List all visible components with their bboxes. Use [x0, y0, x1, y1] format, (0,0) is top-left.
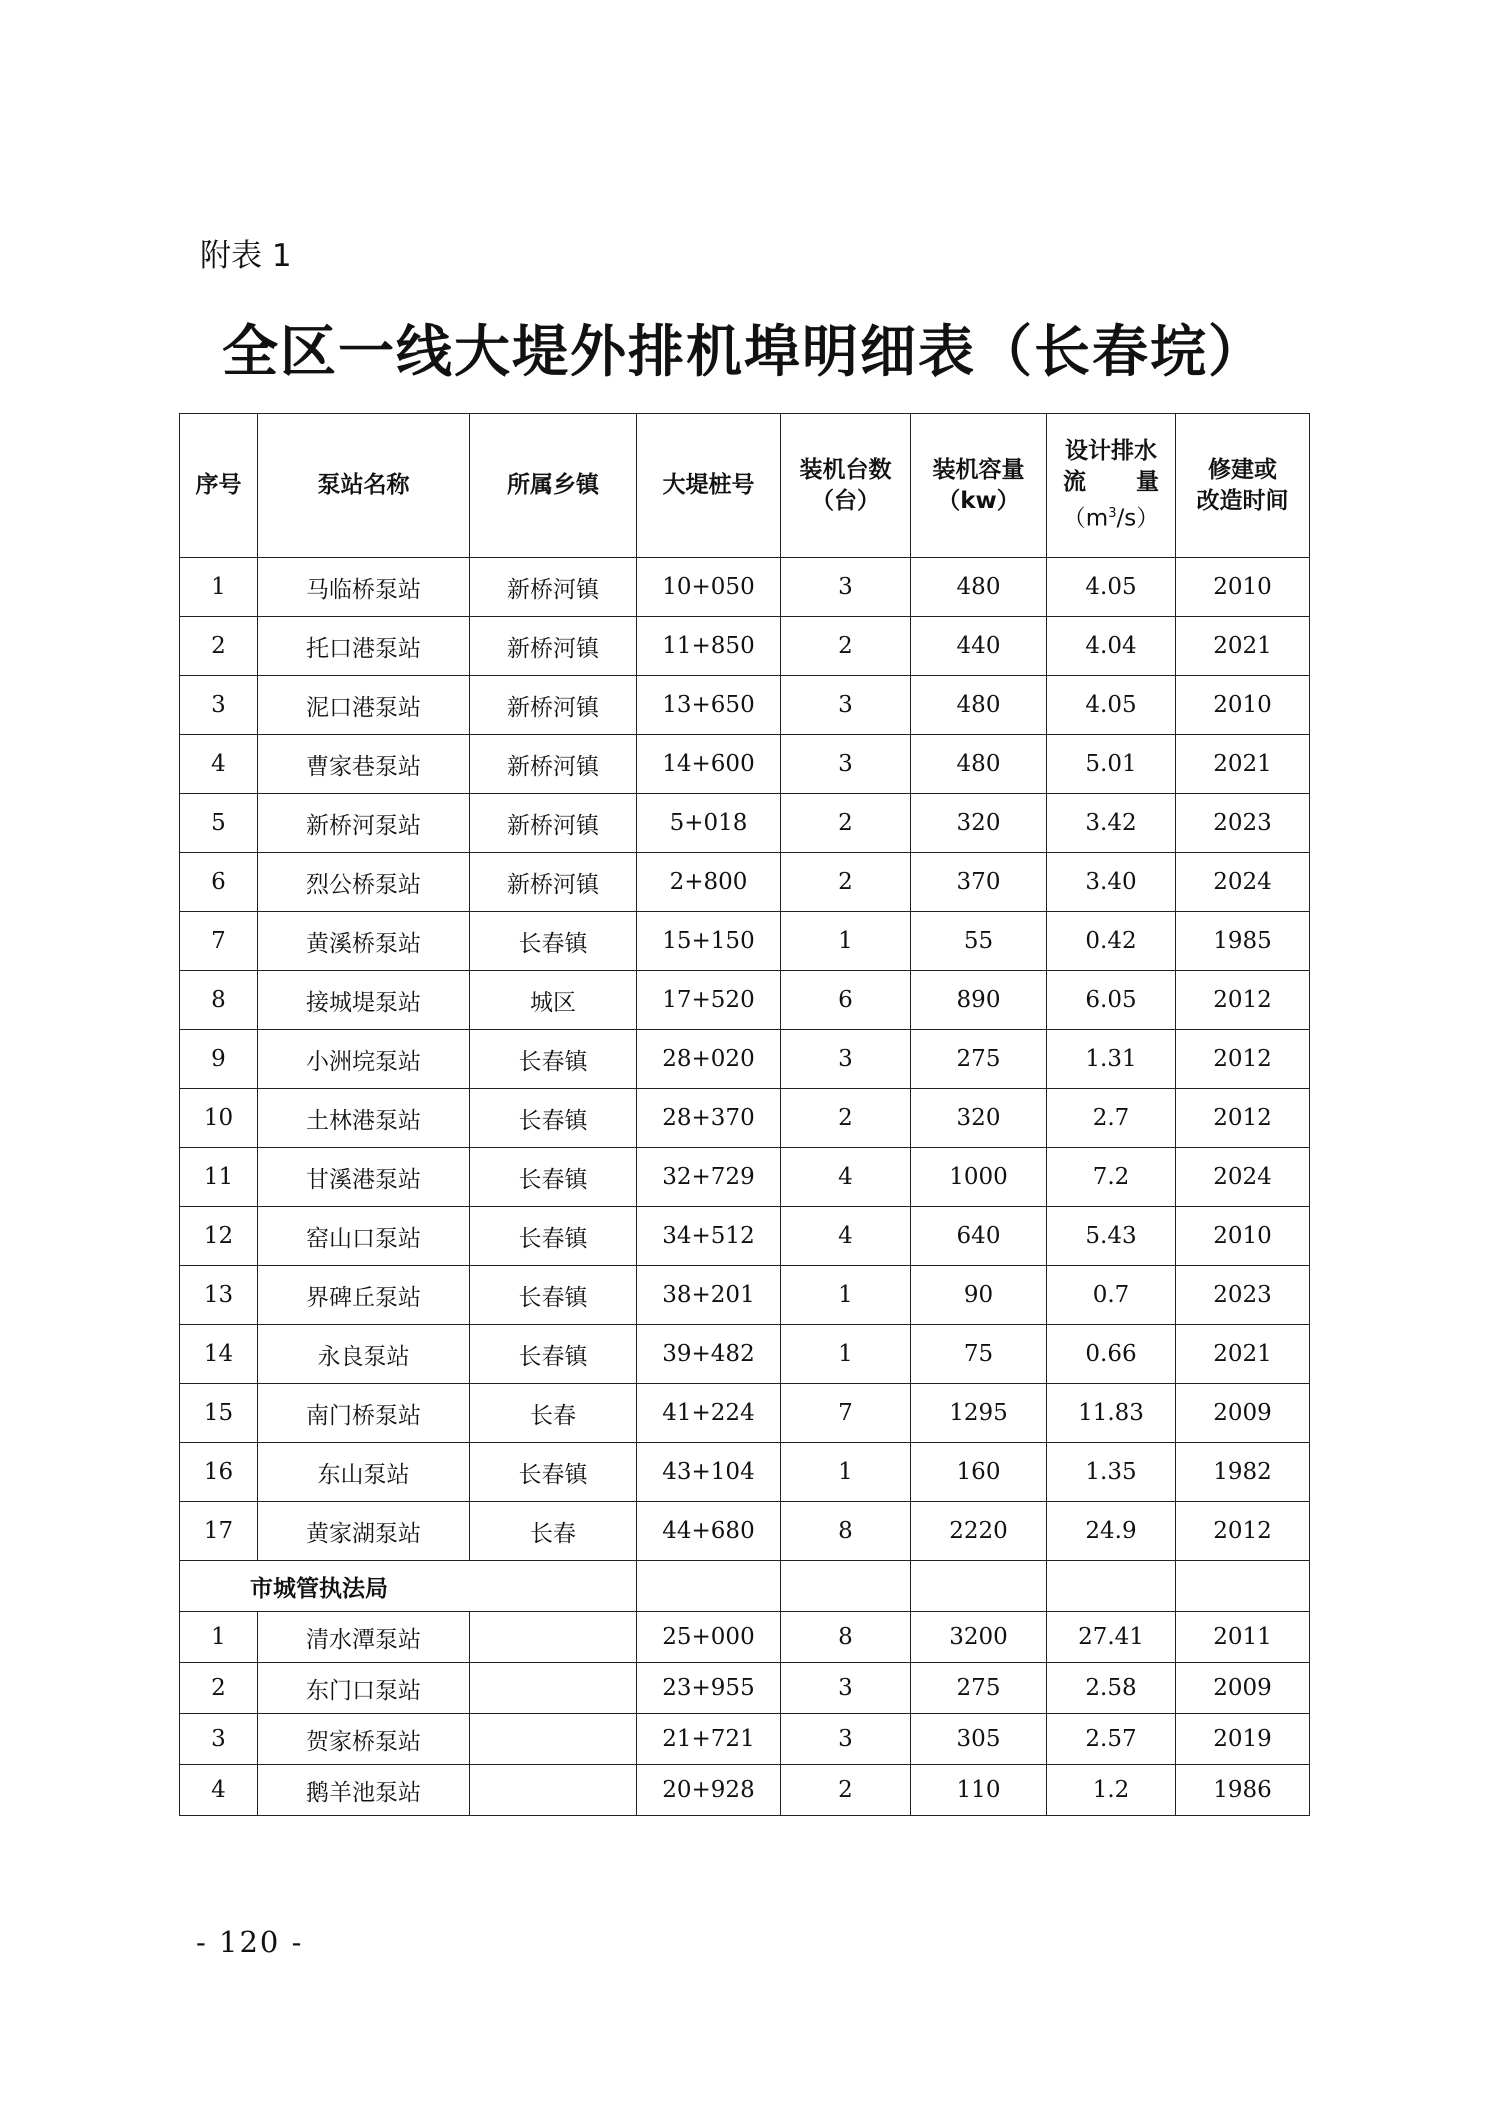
table-row	[180, 735, 1310, 794]
year-cell: 2023	[1176, 1266, 1310, 1325]
township-cell: 长春	[470, 1384, 637, 1443]
name-cell: 甘溪港泵站	[258, 1148, 470, 1207]
name-cell: 泥口港泵站	[258, 676, 470, 735]
year-cell: 2021	[1176, 1325, 1310, 1384]
units-cell: 8	[781, 1612, 911, 1663]
seq-cell: 8	[180, 971, 258, 1030]
section-empty-cell	[1047, 1561, 1176, 1612]
year-cell: 2010	[1176, 558, 1310, 617]
township-cell: 长春镇	[470, 1148, 637, 1207]
stake-cell: 15+150	[637, 912, 781, 971]
table-row	[180, 1030, 1310, 1089]
seq-cell: 3	[180, 676, 258, 735]
township-cell	[470, 1765, 637, 1816]
name-cell: 南门桥泵站	[258, 1384, 470, 1443]
year-cell: 1985	[1176, 912, 1310, 971]
stake-cell: 25+000	[637, 1612, 781, 1663]
seq-cell: 2	[180, 617, 258, 676]
name-cell: 永良泵站	[258, 1325, 470, 1384]
units-cell: 3	[781, 1663, 911, 1714]
stake-cell: 28+370	[637, 1089, 781, 1148]
flow-cell: 4.05	[1047, 558, 1176, 617]
header-capacity	[911, 414, 1047, 558]
name-cell: 清水潭泵站	[258, 1612, 470, 1663]
flow-cell: 5.01	[1047, 735, 1176, 794]
table-row	[180, 1089, 1310, 1148]
stake-cell: 5+018	[637, 794, 781, 853]
document-title: 全区一线大堤外排机埠明细表（长春垸）	[222, 319, 1266, 385]
header-township: 所属乡镇	[470, 414, 637, 558]
stake-cell: 39+482	[637, 1325, 781, 1384]
year-cell: 2021	[1176, 735, 1310, 794]
flow-cell: 7.2	[1047, 1148, 1176, 1207]
header-units	[781, 414, 911, 558]
stake-cell: 23+955	[637, 1663, 781, 1714]
name-cell: 鹅羊池泵站	[258, 1765, 470, 1816]
stake-cell: 11+850	[637, 617, 781, 676]
capacity-cell: 320	[911, 794, 1047, 853]
township-cell	[470, 1663, 637, 1714]
stake-cell: 44+680	[637, 1502, 781, 1561]
seq-cell: 11	[180, 1148, 258, 1207]
units-cell: 6	[781, 971, 911, 1030]
seq-cell: 5	[180, 794, 258, 853]
flow-cell: 5.43	[1047, 1207, 1176, 1266]
header-stake: 大堤桩号	[637, 414, 781, 558]
flow-unit-open: （m	[1062, 505, 1109, 532]
table-row	[180, 558, 1310, 617]
table-body	[180, 558, 1310, 1561]
year-cell: 1986	[1176, 1765, 1310, 1816]
flow-cell: 4.04	[1047, 617, 1176, 676]
units-cell: 3	[781, 1714, 911, 1765]
units-cell: 1	[781, 1325, 911, 1384]
header-capacity-line2: （kw）	[937, 487, 1020, 514]
year-cell: 2012	[1176, 1030, 1310, 1089]
header-seq: 序号	[180, 414, 258, 558]
pump-station-table	[179, 413, 1310, 1816]
seq-cell: 10	[180, 1089, 258, 1148]
flow-cell: 11.83	[1047, 1384, 1176, 1443]
header-name: 泵站名称	[258, 414, 470, 558]
stake-cell: 21+721	[637, 1714, 781, 1765]
name-cell: 东山泵站	[258, 1443, 470, 1502]
seq-cell: 4	[180, 1765, 258, 1816]
header-year-line1: 修建或	[1208, 456, 1277, 483]
units-cell: 2	[781, 617, 911, 676]
name-cell: 马临桥泵站	[258, 558, 470, 617]
flow-cell: 1.31	[1047, 1030, 1176, 1089]
township-cell: 长春镇	[470, 1443, 637, 1502]
capacity-cell: 640	[911, 1207, 1047, 1266]
section-label	[180, 1561, 637, 1612]
units-cell: 2	[781, 1089, 911, 1148]
units-cell: 2	[781, 1765, 911, 1816]
stake-cell: 20+928	[637, 1765, 781, 1816]
capacity-cell: 160	[911, 1443, 1047, 1502]
flow-cell: 0.42	[1047, 912, 1176, 971]
section-empty-cell	[637, 1561, 781, 1612]
seq-cell: 3	[180, 1714, 258, 1765]
section-empty-cell	[781, 1561, 911, 1612]
table-row	[180, 1714, 1310, 1765]
township-cell: 新桥河镇	[470, 676, 637, 735]
year-cell: 2012	[1176, 1502, 1310, 1561]
flow-cell: 3.40	[1047, 853, 1176, 912]
units-cell: 3	[781, 1030, 911, 1089]
stake-cell: 38+201	[637, 1266, 781, 1325]
flow-unit-close: /s）	[1116, 505, 1160, 532]
seq-cell: 13	[180, 1266, 258, 1325]
seq-cell: 12	[180, 1207, 258, 1266]
header-flow	[1047, 414, 1176, 558]
header-row	[180, 414, 1310, 558]
capacity-cell: 2220	[911, 1502, 1047, 1561]
name-cell: 小洲垸泵站	[258, 1030, 470, 1089]
units-cell: 3	[781, 735, 911, 794]
year-cell: 2009	[1176, 1663, 1310, 1714]
name-cell: 新桥河泵站	[258, 794, 470, 853]
capacity-cell: 275	[911, 1030, 1047, 1089]
capacity-cell: 890	[911, 971, 1047, 1030]
header-units-line2: （台）	[811, 487, 880, 514]
stake-cell: 13+650	[637, 676, 781, 735]
header-units-line1: 装机台数	[799, 456, 892, 483]
header-flow-char-b: 量	[1136, 469, 1159, 496]
header-flow-unit	[1047, 498, 1175, 535]
units-cell: 3	[781, 558, 911, 617]
name-cell: 烈公桥泵站	[258, 853, 470, 912]
name-cell: 托口港泵站	[258, 617, 470, 676]
flow-cell: 27.41	[1047, 1612, 1176, 1663]
capacity-cell: 305	[911, 1714, 1047, 1765]
seq-cell: 14	[180, 1325, 258, 1384]
seq-cell: 4	[180, 735, 258, 794]
township-cell: 长春镇	[470, 1207, 637, 1266]
flow-cell: 2.57	[1047, 1714, 1176, 1765]
name-cell: 东门口泵站	[258, 1663, 470, 1714]
units-cell: 4	[781, 1148, 911, 1207]
header-flow-line2	[1047, 467, 1175, 498]
year-cell: 2012	[1176, 971, 1310, 1030]
header-capacity-line1: 装机容量	[932, 456, 1025, 483]
table-row	[180, 1612, 1310, 1663]
seq-cell: 7	[180, 912, 258, 971]
table-row	[180, 1148, 1310, 1207]
units-cell: 2	[781, 853, 911, 912]
flow-cell: 1.2	[1047, 1765, 1176, 1816]
capacity-cell: 320	[911, 1089, 1047, 1148]
seq-cell: 1	[180, 1612, 258, 1663]
seq-cell: 15	[180, 1384, 258, 1443]
seq-cell: 17	[180, 1502, 258, 1561]
capacity-cell: 1295	[911, 1384, 1047, 1443]
flow-cell: 1.35	[1047, 1443, 1176, 1502]
table-row	[180, 971, 1310, 1030]
units-cell: 7	[781, 1384, 911, 1443]
year-cell: 2011	[1176, 1612, 1310, 1663]
flow-unit-sup: 3	[1108, 506, 1117, 522]
capacity-cell: 480	[911, 735, 1047, 794]
capacity-cell: 440	[911, 617, 1047, 676]
stake-cell: 17+520	[637, 971, 781, 1030]
flow-cell: 0.66	[1047, 1325, 1176, 1384]
name-cell: 界碑丘泵站	[258, 1266, 470, 1325]
capacity-cell: 480	[911, 558, 1047, 617]
name-cell: 黄溪桥泵站	[258, 912, 470, 971]
header-year	[1176, 414, 1310, 558]
name-cell: 黄家湖泵站	[258, 1502, 470, 1561]
year-cell: 1982	[1176, 1443, 1310, 1502]
township-cell: 长春镇	[470, 912, 637, 971]
capacity-cell: 90	[911, 1266, 1047, 1325]
capacity-cell: 110	[911, 1765, 1047, 1816]
section-body	[180, 1561, 1310, 1816]
flow-cell: 0.7	[1047, 1266, 1176, 1325]
year-cell: 2021	[1176, 617, 1310, 676]
township-cell: 新桥河镇	[470, 853, 637, 912]
township-cell: 长春镇	[470, 1266, 637, 1325]
flow-cell: 4.05	[1047, 676, 1176, 735]
table-row	[180, 1502, 1310, 1561]
table-row	[180, 1663, 1310, 1714]
year-cell: 2024	[1176, 853, 1310, 912]
seq-cell: 2	[180, 1663, 258, 1714]
township-cell: 长春	[470, 1502, 637, 1561]
name-cell: 接城堤泵站	[258, 971, 470, 1030]
section-header-row	[180, 1561, 1310, 1612]
section-label-text: 市城管执法局	[250, 1575, 388, 1602]
stake-cell: 14+600	[637, 735, 781, 794]
seq-cell: 9	[180, 1030, 258, 1089]
flow-cell: 2.58	[1047, 1663, 1176, 1714]
section-empty-cell	[911, 1561, 1047, 1612]
table-row	[180, 1325, 1310, 1384]
units-cell: 1	[781, 1443, 911, 1502]
township-cell: 新桥河镇	[470, 617, 637, 676]
capacity-cell: 480	[911, 676, 1047, 735]
header-flow-line1: 设计排水	[1065, 438, 1157, 465]
township-cell: 新桥河镇	[470, 735, 637, 794]
flow-cell: 24.9	[1047, 1502, 1176, 1561]
table-row	[180, 1266, 1310, 1325]
stake-cell: 10+050	[637, 558, 781, 617]
year-cell: 2024	[1176, 1148, 1310, 1207]
stake-cell: 41+224	[637, 1384, 781, 1443]
units-cell: 1	[781, 912, 911, 971]
stake-cell: 32+729	[637, 1148, 781, 1207]
stake-cell: 34+512	[637, 1207, 781, 1266]
township-cell: 新桥河镇	[470, 558, 637, 617]
flow-cell: 2.7	[1047, 1089, 1176, 1148]
stake-cell: 43+104	[637, 1443, 781, 1502]
table-row	[180, 794, 1310, 853]
flow-cell: 3.42	[1047, 794, 1176, 853]
year-cell: 2012	[1176, 1089, 1310, 1148]
township-cell	[470, 1612, 637, 1663]
year-cell: 2010	[1176, 1207, 1310, 1266]
stake-cell: 28+020	[637, 1030, 781, 1089]
table-row	[180, 617, 1310, 676]
table-row	[180, 1384, 1310, 1443]
capacity-cell: 55	[911, 912, 1047, 971]
units-cell: 4	[781, 1207, 911, 1266]
units-cell: 1	[781, 1266, 911, 1325]
capacity-cell: 275	[911, 1663, 1047, 1714]
seq-cell: 6	[180, 853, 258, 912]
table-row	[180, 676, 1310, 735]
township-cell	[470, 1714, 637, 1765]
name-cell: 土林港泵站	[258, 1089, 470, 1148]
units-cell: 2	[781, 794, 911, 853]
township-cell: 长春镇	[470, 1089, 637, 1148]
capacity-cell: 3200	[911, 1612, 1047, 1663]
units-cell: 8	[781, 1502, 911, 1561]
header-year-line2: 改造时间	[1196, 487, 1289, 514]
table-row	[180, 853, 1310, 912]
township-cell: 城区	[470, 971, 637, 1030]
table-row	[180, 1765, 1310, 1816]
units-cell: 3	[781, 676, 911, 735]
township-cell: 新桥河镇	[470, 794, 637, 853]
capacity-cell: 75	[911, 1325, 1047, 1384]
year-cell: 2019	[1176, 1714, 1310, 1765]
stake-cell: 2+800	[637, 853, 781, 912]
name-cell: 窑山口泵站	[258, 1207, 470, 1266]
seq-cell: 16	[180, 1443, 258, 1502]
flow-cell: 6.05	[1047, 971, 1176, 1030]
capacity-cell: 370	[911, 853, 1047, 912]
year-cell: 2010	[1176, 676, 1310, 735]
year-cell: 2009	[1176, 1384, 1310, 1443]
section-empty-cell	[1176, 1561, 1310, 1612]
name-cell: 贺家桥泵站	[258, 1714, 470, 1765]
header-flow-char-a: 流	[1063, 469, 1086, 496]
table-row	[180, 1207, 1310, 1266]
capacity-cell: 1000	[911, 1148, 1047, 1207]
appendix-label: 附表 1	[200, 238, 292, 274]
year-cell: 2023	[1176, 794, 1310, 853]
seq-cell: 1	[180, 558, 258, 617]
name-cell: 曹家巷泵站	[258, 735, 470, 794]
township-cell: 长春镇	[470, 1325, 637, 1384]
table-row	[180, 912, 1310, 971]
page-number: - 120 -	[196, 1925, 304, 1959]
township-cell: 长春镇	[470, 1030, 637, 1089]
table-row	[180, 1443, 1310, 1502]
